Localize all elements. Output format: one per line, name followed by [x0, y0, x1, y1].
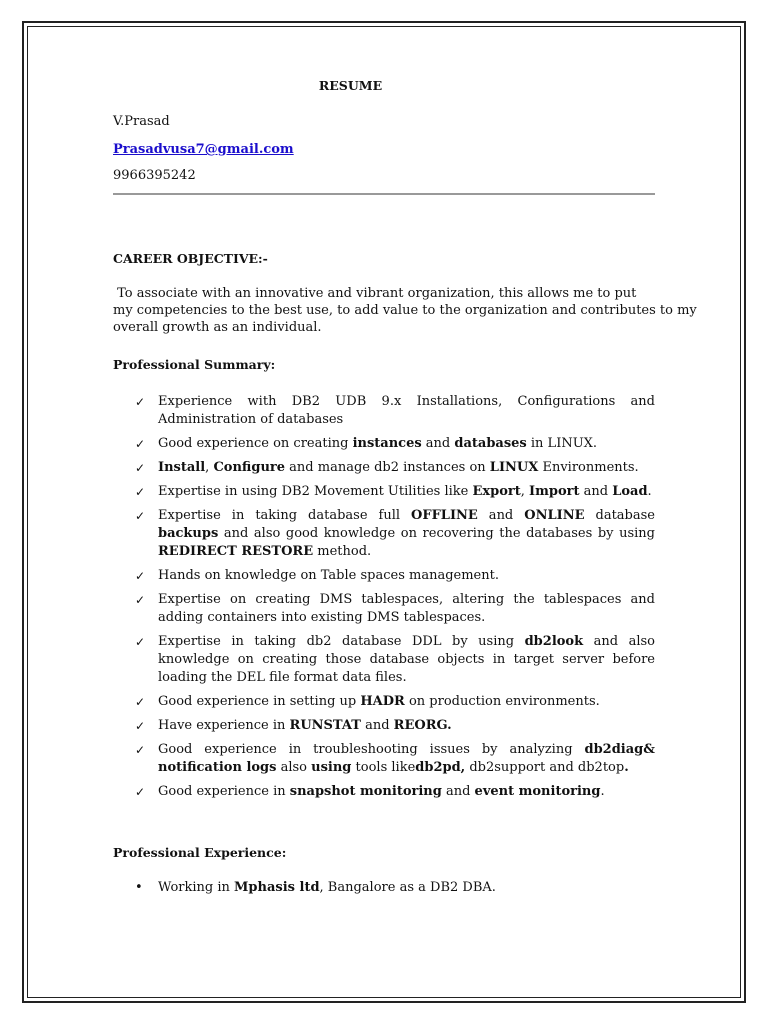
summary-list-item: [113, 507, 655, 561]
text: , Bangalore as a DB2 DBA.: [319, 880, 496, 895]
bold-text: REORG.: [393, 718, 452, 733]
summary-list-item: [113, 459, 655, 477]
summary-list-item: [113, 483, 655, 501]
text: Have experience in: [158, 718, 290, 733]
text: Environments.: [538, 460, 639, 475]
text: and: [477, 508, 525, 523]
bold-text: using: [311, 760, 352, 775]
text: ,: [205, 460, 214, 475]
checkmark-icon: ✓: [135, 635, 146, 649]
text: Working in: [158, 880, 235, 895]
text: and: [421, 436, 455, 451]
checkmark-icon: ✓: [135, 437, 146, 451]
bold-text: OFFLINE: [411, 508, 478, 523]
email-link[interactable]: Prasadvusa7@gmail.com: [113, 142, 294, 157]
bold-text: HADR: [360, 694, 405, 709]
bold-text: db2look: [524, 634, 584, 649]
bold-text: REDIRECT RESTORE: [158, 544, 314, 559]
checkmark-icon: ✓: [135, 569, 146, 583]
text: Expertise on creating DMS tablespaces, altering the tablespaces and adding containers into existing DMS tablespaces.: [158, 592, 655, 625]
text: and manage db2 instances on: [285, 460, 490, 475]
text: and: [579, 484, 613, 499]
text: method.: [313, 544, 372, 559]
bold-text: instances: [352, 436, 422, 451]
text: on production environments.: [404, 694, 600, 709]
text: Expertise in taking db2 database DDL by using: [158, 634, 525, 649]
text: .: [647, 484, 652, 499]
career-objective-text: [113, 285, 697, 336]
bold-text: Install: [158, 460, 206, 475]
text: tools like: [351, 760, 416, 775]
summary-list-item: [113, 693, 655, 711]
text: Good experience in setting up: [158, 694, 361, 709]
objective-line: To associate with an innovative and vibrant organization, this allows me to put: [113, 286, 637, 301]
resume-title: RESUME: [318, 78, 383, 93]
professional-summary-heading: Professional Summary:: [113, 357, 276, 372]
objective-line: overall growth as an individual.: [113, 320, 322, 335]
text: Good experience in troubleshooting issues by analyzing: [158, 742, 585, 757]
experience-list-item: [113, 879, 655, 896]
bold-text: snapshot monitoring: [289, 784, 442, 799]
professional-experience-heading: Professional Experience:: [113, 845, 287, 860]
checkmark-icon: ✓: [135, 509, 146, 523]
text: ,: [520, 484, 530, 499]
objective-line: my competencies to the best use, to add value to the organization and contributes to my: [113, 303, 697, 318]
checkmark-icon: ✓: [135, 593, 146, 607]
checkmark-icon: ✓: [135, 743, 146, 757]
career-objective-heading: CAREER OBJECTIVE:-: [113, 251, 268, 266]
text: db2support and db2top: [465, 760, 625, 775]
text: Experience with DB2 UDB 9.x Installations, Configurations and Administration of databases: [158, 394, 655, 427]
checkmark-icon: ✓: [135, 395, 146, 409]
bold-text: databases: [454, 436, 527, 451]
professional-experience-list: [113, 879, 655, 896]
checkmark-icon: ✓: [135, 461, 146, 475]
bullet-icon: •: [135, 880, 143, 895]
summary-list-item: [113, 783, 655, 801]
summary-list-item: [113, 741, 655, 777]
checkmark-icon: ✓: [135, 719, 146, 733]
text: and also knowledge on creating those database objects in target server before loading the DEL file format data files.: [158, 634, 655, 685]
candidate-name: V.Prasad: [113, 114, 170, 129]
bold-text: .: [624, 760, 629, 775]
bold-text: Mphasis ltd: [234, 880, 320, 895]
bold-text: backups: [158, 526, 219, 541]
bold-text: event monitoring: [474, 784, 601, 799]
summary-list-item: [113, 435, 655, 453]
text: and: [360, 718, 394, 733]
bold-text: LINUX: [489, 460, 539, 475]
text: .: [600, 784, 605, 799]
bold-text: db2diag& notification logs: [158, 742, 655, 775]
bold-text: Load: [612, 484, 648, 499]
checkmark-icon: ✓: [135, 785, 146, 799]
text: database: [584, 508, 655, 523]
text: and: [441, 784, 475, 799]
bold-text: Export: [472, 484, 521, 499]
text: also: [276, 760, 312, 775]
summary-list-item: [113, 567, 655, 585]
bold-text: db2pd,: [415, 760, 466, 775]
bold-text: ONLINE: [524, 508, 585, 523]
text: Expertise in taking database full: [158, 508, 412, 523]
text: Good experience on creating: [158, 436, 353, 451]
professional-summary-list: [113, 393, 655, 807]
checkmark-icon: ✓: [135, 485, 146, 499]
text: in LINUX.: [526, 436, 598, 451]
bold-text: Import: [529, 484, 580, 499]
bold-text: RUNSTAT: [289, 718, 361, 733]
bold-text: Configure: [213, 460, 286, 475]
text: Hands on knowledge on Table spaces management.: [158, 568, 499, 583]
text: and also good knowledge on recovering the databases by using: [218, 526, 655, 541]
checkmark-icon: ✓: [135, 695, 146, 709]
summary-list-item: [113, 717, 655, 735]
text: Expertise in using DB2 Movement Utilities like: [158, 484, 473, 499]
summary-list-item: [113, 591, 655, 627]
phone-number: 9966395242: [113, 168, 196, 183]
text: Good experience in: [158, 784, 290, 799]
summary-list-item: [113, 393, 655, 429]
summary-list-item: [113, 633, 655, 687]
header-divider: [113, 193, 655, 195]
